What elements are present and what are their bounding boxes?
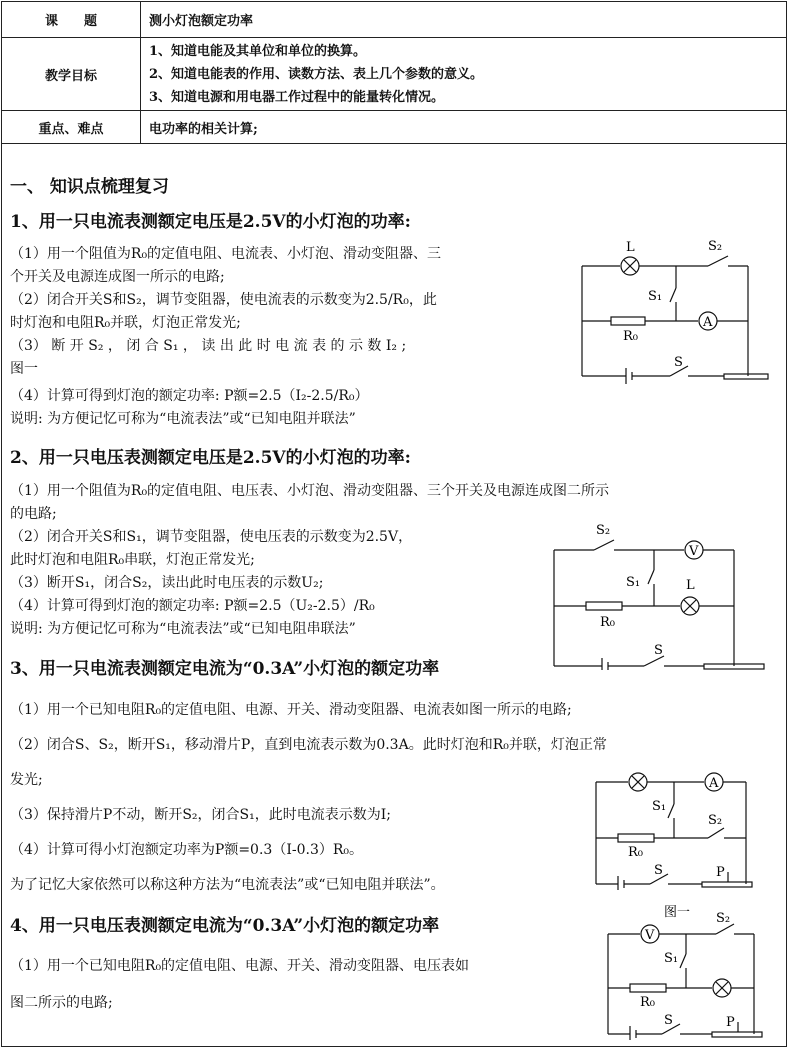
resistor-r0-label: R₀ — [623, 329, 638, 344]
section-3-title: 3、用一只电流表测额定电流为“0.3A”小灯泡的额定功率 — [10, 659, 440, 679]
section-4-body — [10, 948, 610, 1022]
section-1-body — [10, 243, 570, 381]
switch-s1-label: S₁ — [648, 289, 663, 304]
goal-list — [141, 38, 787, 111]
section-1-tail — [10, 385, 780, 431]
switch-s-label: S — [654, 643, 663, 658]
text-line: 图二所示的电路; — [10, 995, 113, 1011]
circuit-diagram-1 — [578, 236, 778, 384]
section-4-title: 4、用一只电压表测额定电流为“0.3A”小灯泡的额定功率 — [10, 916, 440, 936]
text-line: 此时灯泡和电阻R₀串联，灯泡正常发光; — [10, 552, 255, 568]
switch-s1-label: S₁ — [664, 951, 679, 966]
switch-s2-label: S₂ — [596, 523, 611, 538]
circuit-diagram-3 — [592, 766, 772, 896]
ammeter-label: A — [703, 315, 713, 330]
section-heading-review: 一、 知识点梳理复习 — [10, 177, 169, 197]
text-line: （1）用一个阻值为R₀的定值电阻、电流表、小灯泡、滑动变阻器、三 — [10, 246, 442, 262]
switch-s-label: S — [674, 355, 683, 370]
goal-item: 3、知道电源和用电器工作过程中的能量转化情况。 — [149, 89, 445, 105]
text-line: （4）计算可得到灯泡的额定功率: P额=2.5（I₂-2.5/R₀） — [10, 388, 369, 404]
ammeter-label: A — [709, 776, 719, 791]
text-line: 个开关及电源连成图一所示的电路; — [10, 269, 225, 285]
topic-value: 测小灯泡额定功率 — [141, 2, 787, 38]
goal-label: 教学目标 — [2, 38, 141, 111]
switch-s1-label: S₁ — [652, 799, 667, 814]
topic-row — [2, 2, 787, 38]
resistor-r0-label: R₀ — [600, 615, 615, 630]
voltmeter-label: V — [645, 928, 655, 943]
switch-s-label: S — [654, 863, 663, 878]
switch-s2-label: S₂ — [716, 911, 731, 926]
circuit-diagram-2 — [552, 518, 772, 670]
goal-row — [2, 38, 787, 111]
voltmeter-label: V — [689, 544, 699, 559]
text-line: （2）闭合S、S₂，断开S₁，移动滑片P，直到电流表示数为0.3A。此时灯泡和R₀并联，灯泡正常 — [10, 737, 607, 753]
text-line: （4）计算可得小灯泡额定功率为P额=0.3（I-0.3）R₀。 — [10, 842, 363, 858]
lamp-label: L — [626, 240, 635, 255]
text-line: （1）用一个已知电阻R₀的定值电阻、电源、开关、滑动变阻器、电流表如图一所示的电路; — [10, 702, 572, 718]
text-line: 说明: 为方便记忆可称为“电流表法”或“已知电阻串联法” — [10, 621, 356, 637]
resistor-r0-label: R₀ — [628, 845, 643, 860]
key-label: 重点、难点 — [2, 111, 141, 144]
slider-p-label: P — [726, 1015, 735, 1030]
key-row — [2, 111, 787, 144]
key-value: 电功率的相关计算; — [141, 111, 787, 144]
text-line: 时灯泡和电阻R₀并联，灯泡正常发光; — [10, 315, 241, 331]
circuit-diagram-4 — [604, 900, 780, 1045]
text-line: 的电路; — [10, 506, 57, 522]
text-line: （4）计算可得到灯泡的额定功率: P额=2.5（U₂-2.5）/R₀ — [10, 598, 375, 614]
text-line: （1）用一个阻值为R₀的定值电阻、电压表、小灯泡、滑动变阻器、三个开关及电源连成图二所示 — [10, 483, 610, 499]
text-line: （2）闭合开关S和S₂，调节变阻器，使电流表的示数变为2.5/R₀，此 — [10, 292, 437, 308]
lesson-header-table — [1, 1, 787, 144]
goal-item: 2、知道电能表的作用、读数方法、表上几个参数的意义。 — [149, 66, 484, 82]
text-line: 发光; — [10, 772, 43, 788]
figure-caption: 图一 — [664, 905, 691, 920]
text-line: （3）保持滑片P不动，断开S₂，闭合S₁，此时电流表示数为I; — [10, 807, 391, 823]
text-line: （1）用一个已知电阻R₀的定值电阻、电源、开关、滑动变阻器、电压表如 — [10, 958, 470, 974]
lamp-label: L — [686, 578, 695, 593]
switch-s2-label: S₂ — [708, 813, 723, 828]
switch-s1-label: S₁ — [626, 575, 641, 590]
text-line: （3） 断 开 S₂ ， 闭 合 S₁ ， 读 出 此 时 电 流 表 的 示 数 I₂ ; — [10, 338, 407, 354]
text-line: （3）断开S₁，闭合S₂，读出此时电压表的示数U₂; — [10, 575, 324, 591]
switch-s2-label: S₂ — [708, 239, 723, 254]
figure-caption: 图一 — [10, 361, 38, 377]
text-line: 为了记忆大家依然可以称这种方法为“电流表法”或“已知电阻并联法”。 — [10, 877, 445, 893]
goal-item: 1、知道电能及其单位和单位的换算。 — [149, 43, 367, 59]
text-line: （2）闭合开关S和S₁，调节变阻器，使电压表的示数变为2.5V， — [10, 529, 413, 545]
section-2-title: 2、用一只电压表测额定电压是2.5V的小灯泡的功率: — [10, 448, 411, 468]
switch-s-label: S — [664, 1013, 673, 1028]
topic-label: 课 题 — [2, 2, 141, 38]
text-line: 说明: 为方便记忆可称为“电流表法”或“已知电阻并联法” — [10, 411, 356, 427]
section-1-title: 1、用一只电流表测额定电压是2.5V的小灯泡的功率: — [10, 212, 411, 232]
slider-p-label: P — [716, 865, 725, 880]
resistor-r0-label: R₀ — [640, 995, 655, 1010]
